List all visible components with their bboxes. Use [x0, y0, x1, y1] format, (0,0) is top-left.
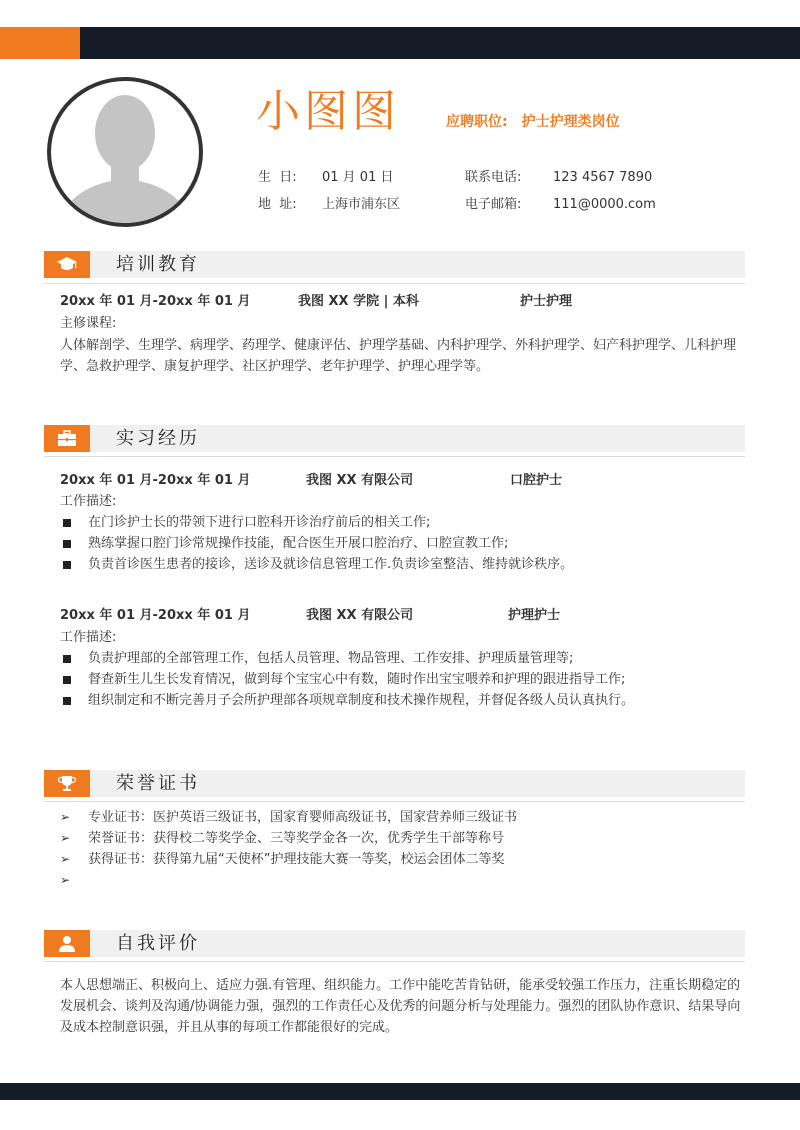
- arrow-bullet-icon: ➢: [60, 873, 71, 887]
- square-bullet-icon: [63, 676, 71, 684]
- arrow-bullet-icon: ➢: [60, 852, 71, 866]
- square-bullet-icon: [63, 655, 71, 663]
- list-item: 督查新生儿生长发育情况，做到每个宝宝心中有数，随时作出宝宝喂养和护理的跟进指导工作;: [60, 669, 634, 690]
- list-item: 负责护理部的全部管理工作，包括人员管理、物品管理、工作安排、护理质量管理等;: [60, 648, 634, 669]
- section-internship-title: 实习经历: [116, 428, 200, 449]
- birthday-value: 01 月 01 日: [322, 170, 394, 185]
- section-self-evaluation-header: [44, 930, 745, 957]
- list-item: 在门诊护士长的带领下进行口腔科开诊治疗前后的相关工作;: [60, 512, 573, 533]
- candidate-name: 小图图: [256, 86, 400, 137]
- trophy-icon: [57, 775, 77, 792]
- honors-list: [60, 807, 517, 891]
- address-row: [258, 195, 400, 215]
- self-evaluation-text: 本人思想端正、积极向上、适应力强.有管理、组织能力。工作中能吃苦肯钻研，能承受较强工作压力，注重长期稳定的发展机会、谈判及沟通/协调能力强，强烈的工作责任心及优秀的问题分析与处理能力。强烈的团队协作意识、结果导向及成本控制意识强，并且从事的每项工作都能很好的完成。: [60, 978, 741, 1035]
- graduation-cap-icon: [57, 256, 77, 273]
- address-label: 地 址:: [258, 197, 297, 212]
- education-major: 护士护理: [520, 294, 573, 309]
- section-education-header: [44, 251, 745, 278]
- list-item: 负责首诊医生患者的接诊，送诊及就诊信息管理工作.负责诊室整洁、维持就诊秩序。: [60, 554, 573, 575]
- birthday-row: [258, 168, 393, 188]
- section-education-title: 培训教育: [116, 254, 200, 275]
- email-label: 电子邮箱:: [465, 197, 522, 212]
- arrow-bullet-icon: ➢: [60, 831, 71, 845]
- top-dark-bar: [80, 27, 800, 59]
- phone-label: 联系电话:: [465, 170, 522, 185]
- person-silhouette-icon: [51, 81, 199, 223]
- divider: [44, 456, 745, 457]
- email-row: [465, 195, 656, 215]
- job-period: 20xx 年 01 月-20xx 年 01 月: [60, 608, 251, 623]
- divider: [44, 801, 745, 802]
- arrow-bullet-icon: ➢: [60, 810, 71, 824]
- job-desc-label: 工作描述:: [60, 494, 117, 509]
- section-self-evaluation-title: 自我评价: [116, 933, 200, 954]
- education-period: 20xx 年 01 月-20xx 年 01 月: [60, 294, 251, 309]
- square-bullet-icon: [63, 697, 71, 705]
- job-duty-list: [60, 512, 573, 575]
- job-label: 应聘职位:: [446, 114, 508, 130]
- courses-label: 主修课程:: [60, 316, 117, 331]
- education-school: 我图 XX 学院 | 本科: [298, 294, 419, 309]
- square-bullet-icon: [63, 519, 71, 527]
- job-desc-label: 工作描述:: [60, 630, 117, 645]
- square-bullet-icon: [63, 561, 71, 569]
- courses-text: 人体解剖学、生理学、病理学、药理学、健康评估、护理学基础、内科护理学、外科护理学、妇产科护理学、儿科护理学、急救护理学、康复护理学、社区护理学、老年护理学、护理心理学等。: [60, 338, 737, 374]
- divider: [44, 283, 745, 284]
- email-value: 111@0000.com: [553, 197, 656, 212]
- list-item: ➢ 荣誉证书：获得校二等奖学金、三等奖学金各一次，优秀学生干部等称号: [60, 828, 517, 849]
- top-accent-bar: [0, 27, 80, 59]
- job-duty-list: [60, 648, 634, 711]
- job-period: 20xx 年 01 月-20xx 年 01 月: [60, 473, 251, 488]
- phone-value: 123 4567 7890: [553, 170, 653, 185]
- avatar: [47, 77, 203, 227]
- bottom-dark-bar: [0, 1083, 800, 1100]
- list-item: 熟练掌握口腔门诊常规操作技能，配合医生开展口腔治疗、口腔宣教工作;: [60, 533, 573, 554]
- person-icon: [57, 935, 77, 952]
- list-item: ➢ 获得证书：获得第九届“天使杯”护理技能大赛一等奖，校运会团体二等奖: [60, 849, 517, 870]
- section-internship-header: [44, 425, 745, 452]
- job-role: 护理护士: [508, 608, 561, 623]
- list-item: ➢ 专业证书：医护英语三级证书，国家育婴师高级证书，国家营养师三级证书: [60, 807, 517, 828]
- job-target: [446, 112, 620, 132]
- birthday-label: 生 日:: [258, 170, 297, 185]
- section-honors-title: 荣誉证书: [116, 773, 200, 794]
- square-bullet-icon: [63, 540, 71, 548]
- section-honors-header: [44, 770, 745, 797]
- briefcase-icon: [57, 430, 77, 447]
- list-item: [60, 870, 517, 891]
- divider: [44, 961, 745, 962]
- job-company: 我图 XX 有限公司: [306, 473, 414, 488]
- job-role: 口腔护士: [510, 473, 563, 488]
- list-item: 组织制定和不断完善月子会所护理部各项规章制度和技术操作规程，并督促各级人员认真执行。: [60, 690, 634, 711]
- phone-row: [465, 168, 652, 188]
- job-company: 我图 XX 有限公司: [306, 608, 414, 623]
- address-value: 上海市浦东区: [322, 197, 401, 212]
- job-value: 护士护理类岗位: [521, 114, 620, 130]
